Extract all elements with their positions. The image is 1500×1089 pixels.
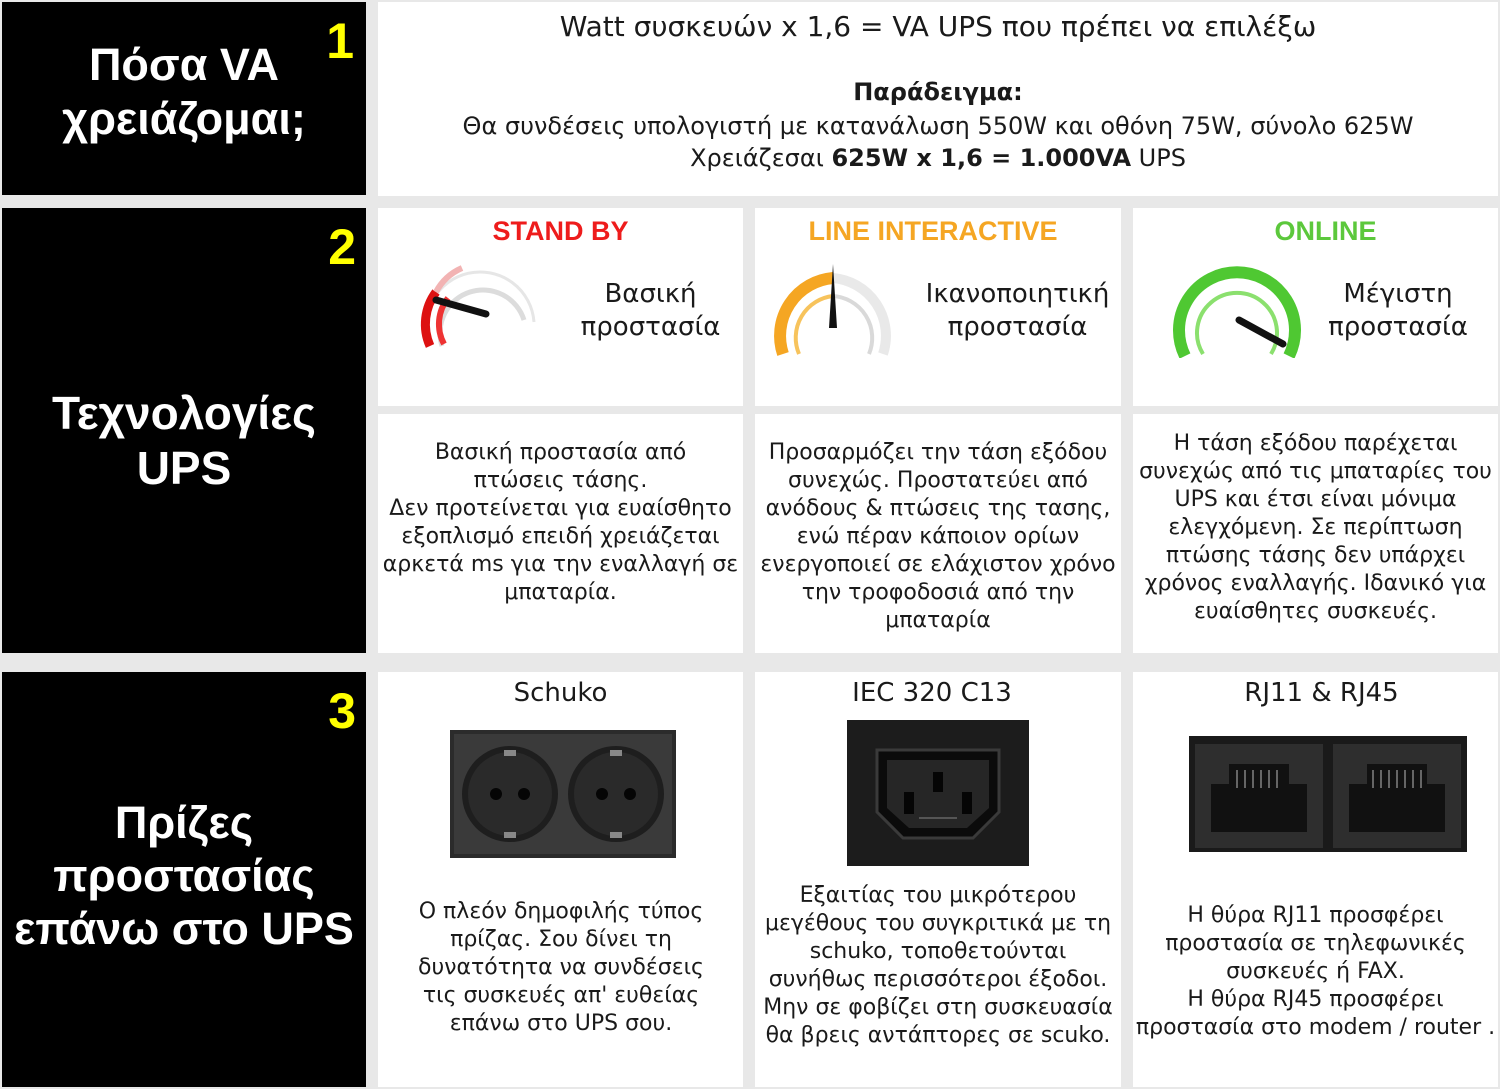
outlet-name-rj: RJ11 & RJ45	[1244, 678, 1399, 708]
outlet-card-iec	[755, 672, 1121, 1087]
outlet-desc-rj-line2: Η θύρα RJ45 προσφέρει προστασία στο modem / router .	[1135, 987, 1496, 1040]
section1-title-line1: Πόσα VA	[88, 39, 280, 90]
tech-desc-online-text: Η τάση εξόδου παρέχεται συνεχώς από τις μπαταρίες του UPS και έτσι είναι μόνιμα ελεγχόμενη. Σε περίπτωση πτώσης τάσης δεν υπάρχει χρόνος εναλλαγής. Ιδανικό για ευαίσθητες συσκευές.	[1139, 431, 1492, 624]
tech-name-standby: STAND BY	[492, 216, 629, 246]
section1-title-line2: χρειάζομαι;	[62, 93, 306, 144]
example-text: Θα συνδέσεις υπολογιστή με κατανάλωση 550W και οθόνη 75W, σύνολο 625W	[462, 112, 1414, 140]
section1-content	[378, 2, 1498, 196]
outlet-desc-rj-line1: Η θύρα RJ11 προσφέρει προστασία σε τηλεφωνικές συσκευές ή FAX.	[1165, 903, 1466, 984]
tech-label-online-line1: Μέγιστη	[1343, 279, 1453, 309]
outlet-desc-schuko: Ο πλεόν δημοφιλής τύπος πρίζας. Σου δίνει τη δυνατότητα να συνδέσεις τις συσκευές απ' ευθείας επάνω στο UPS σου.	[418, 899, 704, 1036]
tech-desc-standby	[378, 414, 743, 653]
tech-desc-standby-line1: Βασική προστασία από πτώσεις τάσης.	[434, 440, 687, 493]
formula-text: Watt συσκευών x 1,6 = VA UPS που πρέπει να επιλέξω	[559, 10, 1317, 43]
tech-card-online	[1133, 208, 1498, 406]
tech-label-line-interactive-line2: προστασία	[947, 312, 1088, 342]
speedometer-high-icon	[1171, 258, 1301, 358]
outlet-card-schuko	[378, 672, 743, 1087]
tech-name-line-interactive: LINE INTERACTIVE	[808, 216, 1058, 246]
section2-number: 2	[328, 219, 356, 275]
section3-title-line2: προστασίας	[53, 850, 315, 901]
result-prefix: Χρειάζεσαι	[690, 144, 824, 172]
result-suffix: UPS	[1138, 144, 1186, 172]
tech-label-standby	[568, 278, 733, 344]
section1-title	[2, 38, 366, 146]
outlet-desc-rj	[1133, 902, 1498, 1042]
speedometer-medium-icon	[769, 258, 899, 358]
tech-label-standby-line1: Βασική	[604, 279, 697, 309]
tech-desc-line-interactive-text: Προσαρμόζει την τάση εξόδου συνεχώς. Προστατεύει από ανόδους & πτώσεις της τασης, ενώ πέραν κάποιον ορίων ενεργοποιεί σε ελάχιστον χρόνο την τροφοδοσιά από την μπαταρία	[760, 440, 1116, 633]
section2-title	[2, 386, 366, 496]
tech-label-online	[1318, 278, 1478, 344]
iec-c13-socket-icon	[847, 720, 1029, 866]
section3-number: 3	[328, 683, 356, 739]
outlet-desc-iec: Εξαιτίας του μικρότερου μεγέθους του συγκριτικά με τη schuko, τοποθετούνται συνήθως περισσότεροι έξοδοι. Μην σε φοβίζει στη συσκευασία θα βρεις αντάπτορες σε scuko.	[763, 883, 1113, 1048]
example-result	[378, 144, 1498, 172]
tech-desc-line-interactive	[755, 414, 1121, 653]
tech-card-line-interactive	[755, 208, 1121, 406]
tech-label-standby-line2: προστασία	[580, 312, 721, 342]
section3-title	[2, 796, 366, 955]
tech-card-standby	[378, 208, 743, 406]
tech-desc-online	[1133, 414, 1498, 653]
tech-name-online: ONLINE	[1274, 216, 1377, 246]
section2-title-line1: Τεχνολογίες	[52, 387, 316, 439]
section2-sidebar	[2, 208, 366, 653]
speedometer-low-icon	[414, 256, 544, 356]
section3-title-line1: Πρίζες	[114, 797, 254, 848]
tech-label-line-interactive	[915, 278, 1120, 344]
example-label: Παράδειγμα:	[853, 78, 1023, 106]
rj-ports-icon	[1189, 736, 1467, 852]
section3-sidebar	[2, 672, 366, 1087]
section1-number: 1	[326, 13, 354, 69]
outlet-card-rj	[1133, 672, 1498, 1087]
section1-sidebar	[2, 2, 366, 195]
outlet-name-schuko: Schuko	[513, 678, 608, 708]
tech-label-line-interactive-line1: Ικανοποιητική	[925, 279, 1110, 309]
outlet-name-iec: IEC 320 C13	[852, 678, 1012, 708]
tech-label-online-line2: προστασία	[1328, 312, 1468, 342]
tech-desc-standby-line2: Δεν προτείνεται για ευαίσθητο εξοπλισμό επειδή χρειάζεται αρκετά ms για την εναλλαγή σε μπαταρία.	[382, 496, 739, 605]
result-bold: 625W x 1,6 = 1.000VA	[831, 144, 1132, 172]
schuko-socket-icon	[450, 730, 676, 858]
tech-desc-standby-text	[378, 414, 743, 607]
section2-title-line2: UPS	[136, 442, 232, 495]
section3-title-line3: επάνω στο UPS	[14, 903, 354, 954]
